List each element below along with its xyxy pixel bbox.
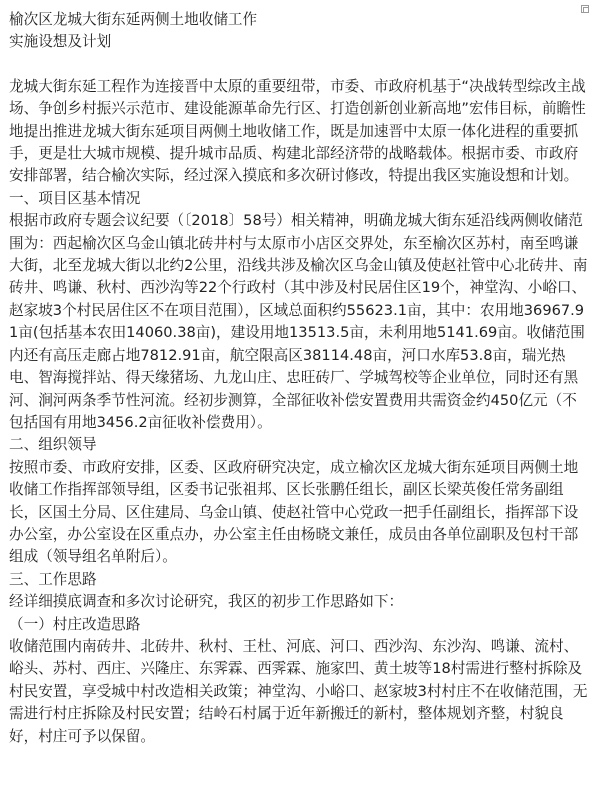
- section-1-heading: 一、项目区基本情况: [9, 189, 141, 207]
- doc-subtitle: 实施设想及计划: [9, 33, 112, 51]
- document-body: [9, 9, 589, 748]
- section-2-heading: 二、组织领导: [9, 436, 97, 454]
- section-3-heading: 三、工作思路: [9, 570, 97, 588]
- section-3-lead: 经详细摸底调查和多次讨论研究，我区的初步工作思路如下：: [9, 593, 404, 611]
- doc-title: 榆次区龙城大街东延两侧土地收储工作: [9, 11, 258, 28]
- intro-paragraph: 龙城大街东延工程作为连接晋中太原的重要纽带，市委、市政府机基于“决战转型综改主战场、争创乡村振兴示范市、建设能源革命先行区、打造创新创业新高地”宏伟目标，前瞻性地提出推进龙城大街东延项目两侧土地收储工作，既是加速晋中太原一体化进程的重要抓手，更是壮大城市规模、提升城市品质、构建北部经济带的战略载体。根据市委、市政府安排部署，结合榆次实际，经过深入摸底和多次研讨修改，特提出我区实施设想和计划。: [9, 77, 586, 185]
- section-2-body: 按照市委、市政府安排，区委、区政府研究决定，成立榆次区龙城大街东延项目两侧土地收储工作指挥部领导组，区委书记张祖邦、区长张鹏任组长，副区长梁英俊任常务副组长，区国土分局、区住建局、乌金山镇、使赵社管中心党政一把手任副组长，指挥部下设办公室，办公室设在区重点办，办公室主任由杨晓文兼任，成员由各单位副职及包村干部组成（领导组名单附后）。: [9, 458, 579, 566]
- spacer: [9, 54, 589, 76]
- section-1-body: 根据市政府专题会议纪要（〔2018〕58号）相关精神，明确龙城大街东延沿线两侧收储范围为：西起榆次区乌金山镇北砖井村与太原市小店区交界处，东至榆次区苏村，南至鸣谦大街，北至龙城大街以北约2公里，沿线共涉及榆次区乌金山镇及使赵社管中心北砖井、南砖井、鸣谦、秋村、西沙沟等22个行政村（其中涉及村民居住区19个，神堂沟、小峪口、赵家坡3个村民居住区不在项目范围），区域总面积约55623.1亩，其中：农用地36967.91亩(包括基本农田14060.38亩)，建设用地13513.5亩，未利用地5141.69亩。收储范围内还有高压走廊占地7812.91亩，航空限高区38114.48亩，河口水库53.8亩，瑞光热电、智海搅拌站、得天缘猪场、九龙山庄、忠旺砖厂、学城驾校等企业单位，同时还有黑河、涧河两条季节性河流。经初步测算，全部征收补偿安置费用共需资金约450亿元（不包括国有用地3456.2亩征收补偿费用）。: [9, 212, 588, 431]
- section-3-body: 收储范围内南砖井、北砖井、秋村、王杜、河底、河口、西沙沟、东沙沟、鸣谦、流村、峪头、苏村、西庄、兴隆庄、东霁霖、西霁霖、施家凹、黄土坡等18村需进行整村拆除及村民安置，享受城中村改造相关政策；神堂沟、小峪口、赵家坡3村村庄不在收储范围，无需进行村庄拆除及村民安置；结岭石村属于近年新搬迁的新村，整体规划齐整，村貌良好，村庄可予以保留。: [9, 637, 588, 745]
- section-3-subheading: （一）村庄改造思路: [9, 615, 141, 633]
